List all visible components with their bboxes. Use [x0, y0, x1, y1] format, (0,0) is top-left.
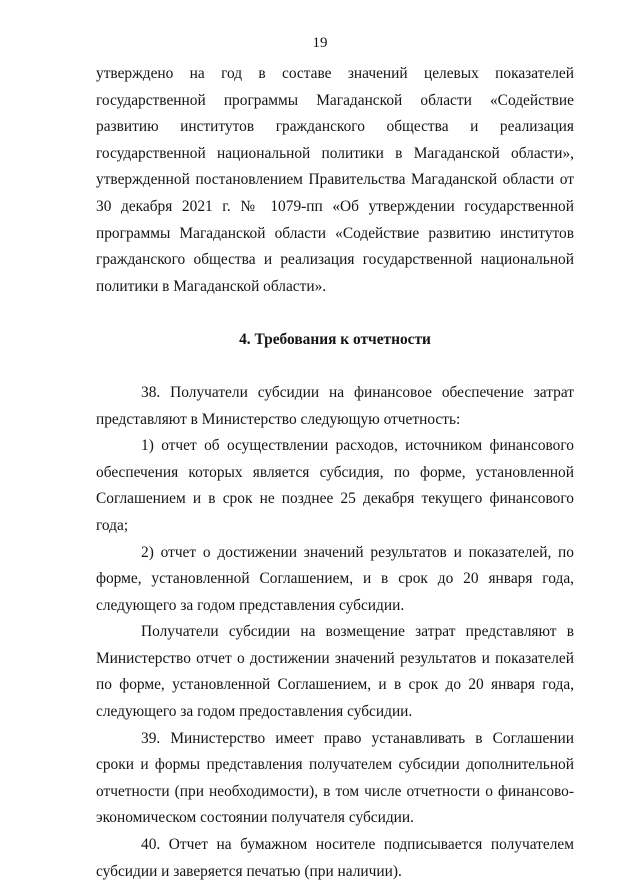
- paragraph-40: 40. Отчет на бумажном носителе подписывается получателем субсидии и заверяется печатью (при наличии).: [96, 836, 574, 880]
- paragraph-38-item-2: 2) отчет о достижении значений результатов и показателей, по форме, установленной Соглашением, и в срок до 20 января года, следующего за годом представления субсидии.: [96, 543, 574, 614]
- paragraph-38: 38. Получатели субсидии на финансовое обеспечение затрат представляют в Министерство следующую отчетность:: [96, 383, 574, 428]
- paragraph-38-item-1: 1) отчет об осуществлении расходов, источником финансового обеспечения которых является субсидия, по форме, установленной Соглашением и в срок не позднее 25 декабря текущего финансового года;: [96, 437, 574, 534]
- document-body: [96, 61, 574, 885]
- section-heading: 4. Требования к отчетности: [239, 331, 431, 349]
- paragraph-39: 39. Министерство имеет право устанавливать в Соглашении сроки и формы представления получателем субсидии дополнительной отчетности (при необходимости), в том числе отчетности о финансово-экономическом состоянии получателя субсидии.: [96, 729, 574, 827]
- page-number: 19: [312, 35, 328, 51]
- paragraph-38-compensation: Получатели субсидии на возмещение затрат представляют в Министерство отчет о достижении значений результатов и показателей по форме, установленной Соглашением, и в срок до 20 января года, следующего за годом предоставления субсидии.: [96, 623, 574, 721]
- paragraph-continuation: утверждено на год в составе значений целевых показателей государственной программы Магаданской области «Содействие развитию институтов гражданского общества и реализация государственной национальной политики в Магаданской области», утвержденной постановлением Правительства Магаданской области от 30 декабря 2021 г. № 1079-пп «Об утверждении государственной программы Магаданской области «Содействие развитию институтов гражданского общества и реализация государственной национальной политики в Магаданской области».: [96, 65, 574, 295]
